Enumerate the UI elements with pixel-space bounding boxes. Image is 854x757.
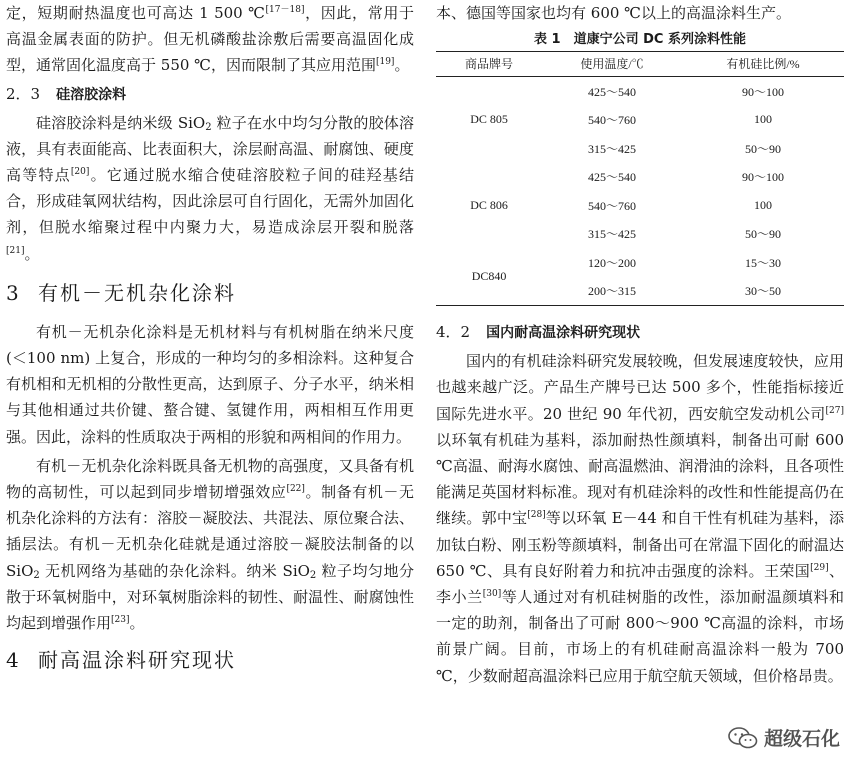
header-silicone-ratio: 有机硅比例/% [682, 52, 844, 77]
paragraph-domestic-research: 国内的有机硅涂料研究发展较晚，但发展速度较快，应用也越来越广泛。产品生产牌号已达 500 多个，性能指标接近国际先进水平。20 世纪 90 年代初，西安航空发动机公司[27]以环氧有机硅为基料，添加耐热性颜填料，制备出可耐 600 ℃高温、耐海水腐蚀、耐高温燃油、润滑油的涂料，且各项性能满足英国材料标准。现对有机硅涂料的改性和性能提高仍在继续。郭中宝[28]等以环氧 E－44 和自干性有机硅为基料，添加钛白粉、刚玉粉等颜填料，制备出可在常温下固化的耐温达 650 ℃、具有良好附着力和抗冲击强度的涂料。王荣国[29]、李小兰[30]等人通过对有机硅树脂的改性，添加耐温颜填料和一定的助剂，制备出了可耐 800～900 ℃高温的涂料，市场前景广阔。目前，市场上的有机硅耐高温涂料一般为 700 ℃，少数耐超高温涂料已应用于航空航天领域，但价格昂贵。 [436, 352, 844, 685]
ratio-cell: 30～50 [682, 277, 844, 306]
paragraph-hybrid-methods: 有机－无机杂化涂料既具备无机物的高强度，又具备有机物的高韧性，可以起到同步增韧增强效应[22]。制备有机－无机杂化涂料的方法有：溶胶－凝胶法、共混法、原位聚合法、插层法。有机－无机杂化硅就是通过溶胶－凝胶法制备的以 SiO$_2$ 无机网络为基础的杂化涂料。纳米 SiO$_2$ 粒子均匀地分散于环氧树脂中，对环氧树脂涂料的韧性、耐温性、耐腐蚀性均起到增强作用[23]。 [6, 456, 414, 633]
wechat-icon [728, 727, 758, 749]
brand-cell: DC 806 [470, 197, 508, 212]
temperature-cell: 315～425 [588, 141, 637, 156]
right-column [436, 0, 844, 689]
ratio-cell: 50～90 [744, 227, 781, 242]
temperature-cell: 315～425 [588, 227, 637, 242]
brand-cell: DC 805 [470, 112, 508, 127]
table-caption: 表 1 道康宁公司 DC 系列涂料性能 [534, 32, 746, 48]
paragraph-silica-sol: 硅溶胶涂料是纳米级 SiO$_2$ 粒子在水中均匀分散的胶体溶液，具有表面能高、比表面积大，涂层耐高温、耐腐蚀、硬度高等特点[20]。它通过脱水缩合使硅溶胶粒子间的硅羟基结合，形成硅氧网状结构，因此涂层可自行固化，无需外加固化剂，但脱水缩聚过程中内聚力大，易造成涂层开裂和脱落[21]。 [6, 113, 414, 263]
table-header-row [436, 52, 844, 77]
section-heading-4-2: 4．2 国内耐高温涂料研究现状 [436, 323, 641, 342]
ratio-cell: 90～100 [741, 170, 784, 185]
ratio-cell: 100 [753, 197, 772, 212]
header-brand: 商品牌号 [436, 52, 542, 77]
ratio-cell: 90～100 [741, 84, 784, 99]
brand-cell: DC840 [436, 248, 542, 306]
ratio-cell: 15～30 [744, 255, 781, 270]
temperature-cell: 425～540 [588, 84, 637, 99]
ratio-cell: 50～90 [744, 141, 781, 156]
temperature-cell: 120～200 [588, 255, 637, 270]
temperature-cell: 540～760 [588, 113, 637, 128]
paragraph-hybrid-intro: 有机－无机杂化涂料是无机材料与有机树脂在纳米尺度(＜100 nm) 上复合，形成的一种均匀的多相涂料。这种复合有机相和无机相的分散性更高，达到原子、分子水平，纳米相与其他相通过共价键、螯合键、氢键作用，两相相互作用更强。因此，涂料的性质取决于两相的形貌和两相间的作用力。 [6, 322, 414, 446]
paragraph-foreign-coatings: 本、德国等国家也均有 600 ℃以上的高温涂料生产。 [436, 4, 791, 22]
header-temperature: 使用温度/℃ [542, 52, 682, 77]
section-heading-3: 3 有机－无机杂化涂料 [6, 280, 236, 305]
watermark-text: 超级石化 [763, 728, 840, 750]
table-row [436, 77, 844, 106]
table-row [436, 248, 844, 277]
left-column [6, 0, 414, 686]
watermark [728, 724, 840, 751]
section-heading-4: 4 耐高温涂料研究现状 [6, 648, 236, 673]
dc-series-table [436, 51, 844, 306]
ratio-cell: 100 [753, 112, 772, 127]
section-heading-2-3: 2．3 硅溶胶涂料 [6, 84, 127, 103]
temperature-cell: 425～540 [588, 170, 637, 185]
paragraph-phosphate-end: 定，短期耐热温度也可高达 1 500 ℃[17－18]，因此，常用于高温金属表面的防护。但无机磷酸盐涂敷后需要高温固化成型，通常固化温度高于 550 ℃，因而限制了其应用范围[19]。 [6, 4, 414, 75]
table-row [436, 163, 844, 192]
temperature-cell: 540～760 [588, 198, 637, 213]
temperature-cell: 200～315 [542, 277, 682, 306]
